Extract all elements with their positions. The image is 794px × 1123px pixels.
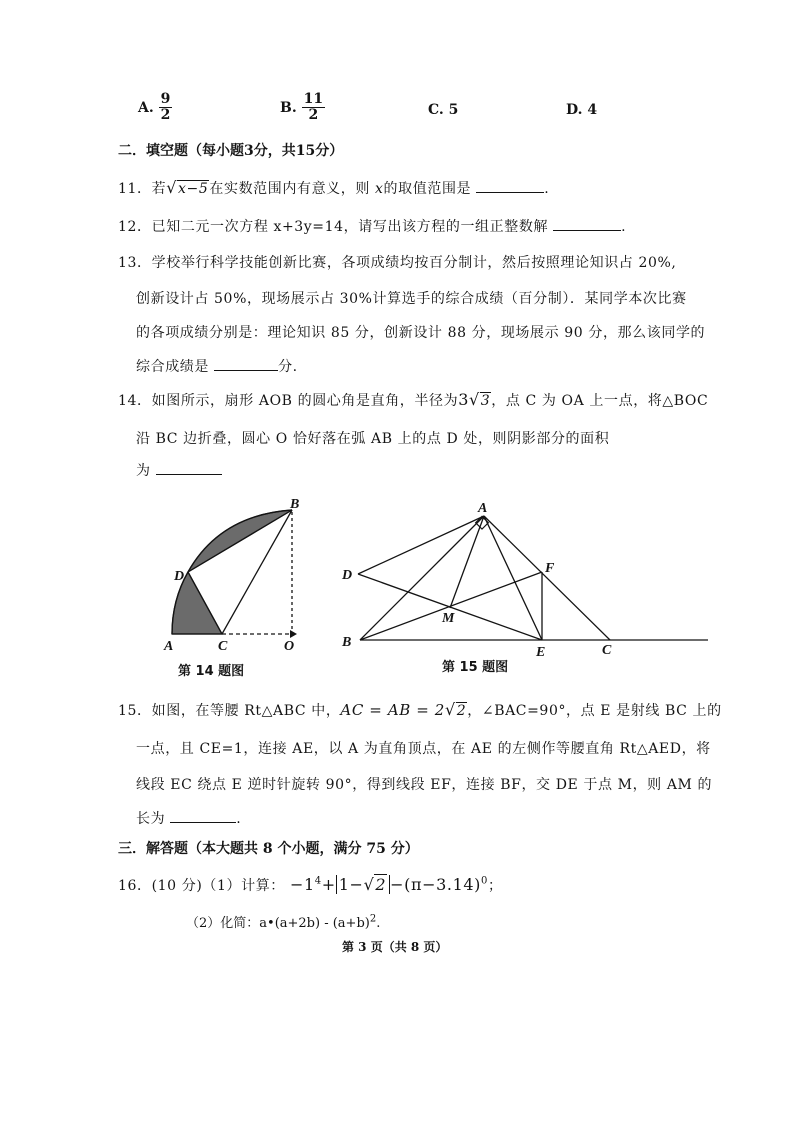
question-11: 11．若√x−5在实数范围内有意义，则 x的取值范围是 . <box>118 178 550 197</box>
option-d: D. 4 <box>566 102 598 118</box>
question-15-line-4: 长为 . <box>136 808 241 828</box>
label-a: A <box>164 639 174 654</box>
option-a <box>138 92 172 124</box>
figure-14 <box>150 490 320 680</box>
answer-blank-12[interactable] <box>553 216 621 231</box>
label-d: D <box>342 568 353 583</box>
option-c: C. 5 <box>428 102 459 118</box>
sqrt-radicand: x−5 <box>178 181 209 197</box>
question-15-line-3: 线段 EC 绕点 E 逆时针旋转 90°，得到线段 EF，连接 BF，交 DE 于点 M，则 AM 的 <box>136 777 713 793</box>
question-15-line-1: 15．如图，在等腰 Rt△ABC 中，AC = AB = 2√2，∠BAC=90°，点 E 是射线 BC 上的 <box>118 700 722 719</box>
question-14-line-3: 为 <box>136 460 222 480</box>
answer-blank-11[interactable] <box>476 178 544 193</box>
question-14-line-2: 沿 BC 边折叠，圆心 O 恰好落在弧 AB 上的点 D 处，则阴影部分的面积 <box>136 431 610 447</box>
answer-blank-14[interactable] <box>156 460 222 475</box>
option-b-label: B. <box>280 99 297 116</box>
option-b-fraction: $\frac{11}{2}$ <box>303 91 324 124</box>
option-a-fraction: $\frac{9}{2}$ <box>160 91 171 124</box>
section-3-title: 三．解答题（本大题共 8 个小题，满分 75 分） <box>118 841 419 857</box>
page-footer: 第 3 页（共 8 页） <box>342 940 448 954</box>
figure-14-caption: 第 14 题图 <box>178 664 245 679</box>
option-b <box>280 92 325 124</box>
question-13-line-1: 13．学校举行科学技能创新比赛，各项成绩均按百分制计，然后按照理论知识占 20%, <box>118 255 677 271</box>
label-b: B <box>290 497 300 512</box>
question-14-line-1: 14．如图所示，扇形 AOB 的圆心角是直角，半径为3√3，点 C 为 OA 上一点，将△BOC <box>118 390 709 409</box>
segment-db <box>188 510 292 572</box>
question-13-line-3: 的各项成绩分别是：理论知识 85 分，创新设计 88 分，现场展示 90 分，那么该同学的 <box>136 325 706 341</box>
label-d: D <box>174 569 185 584</box>
label-o: O <box>284 639 295 654</box>
label-e: E <box>536 645 546 658</box>
arrow-head <box>290 630 297 638</box>
answer-blank-15[interactable] <box>170 808 236 823</box>
label-c: C <box>602 643 612 658</box>
figure-15 <box>330 498 714 658</box>
question-16-part-1: 16．(10 分)（1）计算： $-1^4+ 1-√2 -(\pi-3.14)^0$； <box>118 875 503 894</box>
section-2-title: 二．填空题（每小题3分，共15分） <box>118 143 344 159</box>
option-a-label: A. <box>138 99 154 116</box>
segment-ab <box>360 516 484 640</box>
segment-ae <box>484 516 542 640</box>
label-m: M <box>442 611 455 626</box>
label-b: B <box>342 635 352 650</box>
segment-ac <box>484 516 610 640</box>
question-15-line-2: 一点，且 CE=1，连接 AE，以 A 为直角顶点，在 AE 的左侧作等腰直角 Rt△AED，将 <box>136 741 711 757</box>
question-13-line-2: 创新设计占 50%，现场展示占 30%计算选手的综合成绩（百分制）．某同学本次比赛 <box>136 291 687 307</box>
figure-15-caption: 第 15 题图 <box>442 660 509 675</box>
label-a: A <box>478 501 488 516</box>
question-13-line-4: 综合成绩是 分. <box>136 356 298 376</box>
question-12: 12．已知二元一次方程 x+3y=14，请写出该方程的一组正整数解 . <box>118 216 626 236</box>
label-c: C <box>218 639 228 654</box>
answer-blank-13[interactable] <box>214 356 278 371</box>
question-16-part-2: （2）化简：a•(a+2b) - $(a+b)^2$. <box>186 913 381 931</box>
label-f: F <box>545 561 555 576</box>
